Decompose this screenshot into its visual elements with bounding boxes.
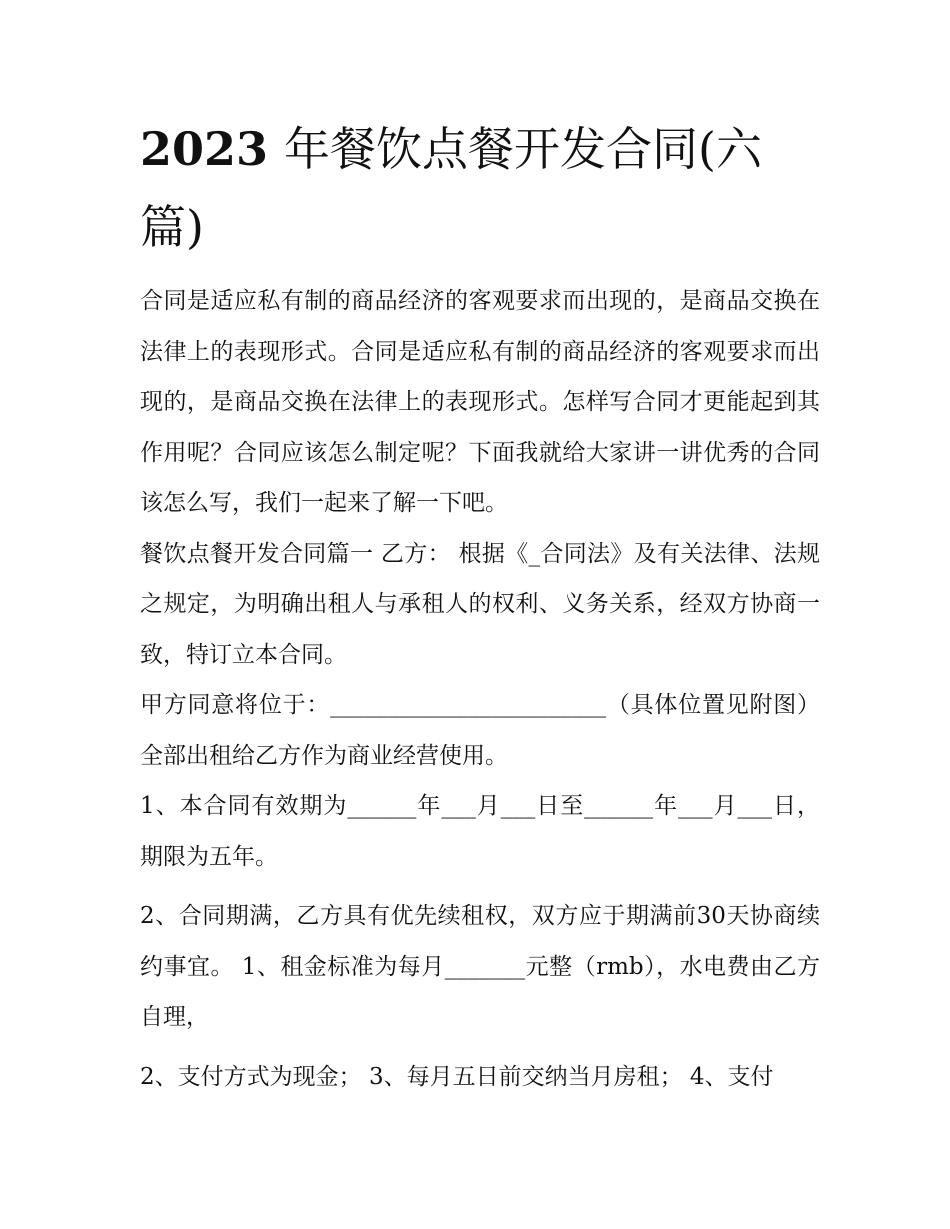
contract-preamble-paragraph: 餐饮点餐开发合同篇一 乙方： 根据《_合同法》及有关法律、法规之规定，为明确出租人与承租人的权利、义务关系，经双方协商一致，特订立本合同。 — [140, 540, 820, 668]
payment-paragraph: 2、支付方式为现金； 3、每月五日前交纳当月房租； 4、支付 — [140, 1063, 774, 1090]
title-year: 2023 — [140, 122, 269, 176]
premises-paragraph: 甲方同意将位于：________________________（具体位置见附图）全部出租给乙方作为商业经营使用。 — [140, 692, 820, 769]
renewal-rent-paragraph: 2、合同期满，乙方具有优先续租权，双方应于期满前30天协商续约事宜。 1、租金标准为每月_______元整（rmb），水电费由乙方自理， — [140, 903, 820, 1030]
document-title — [140, 110, 820, 266]
term-paragraph: 1、本合同有效期为______年___月___日至______年___月___日，期限为五年。 — [140, 793, 820, 870]
document-body — [140, 276, 820, 1102]
title-text: 年餐饮点餐开发合同(六篇) — [140, 122, 762, 254]
intro-paragraph: 合同是适应私有制的商品经济的客观要求而出现的，是商品交换在法律上的表现形式。合同是适应私有制的商品经济的客观要求而出现的，是商品交换在法律上的表现形式。怎样写合同才更能起到其作用呢？合同应该怎么制定呢？下面我就给大家讲一讲优秀的合同该怎么写，我们一起来了解一下吧。 — [140, 288, 820, 516]
